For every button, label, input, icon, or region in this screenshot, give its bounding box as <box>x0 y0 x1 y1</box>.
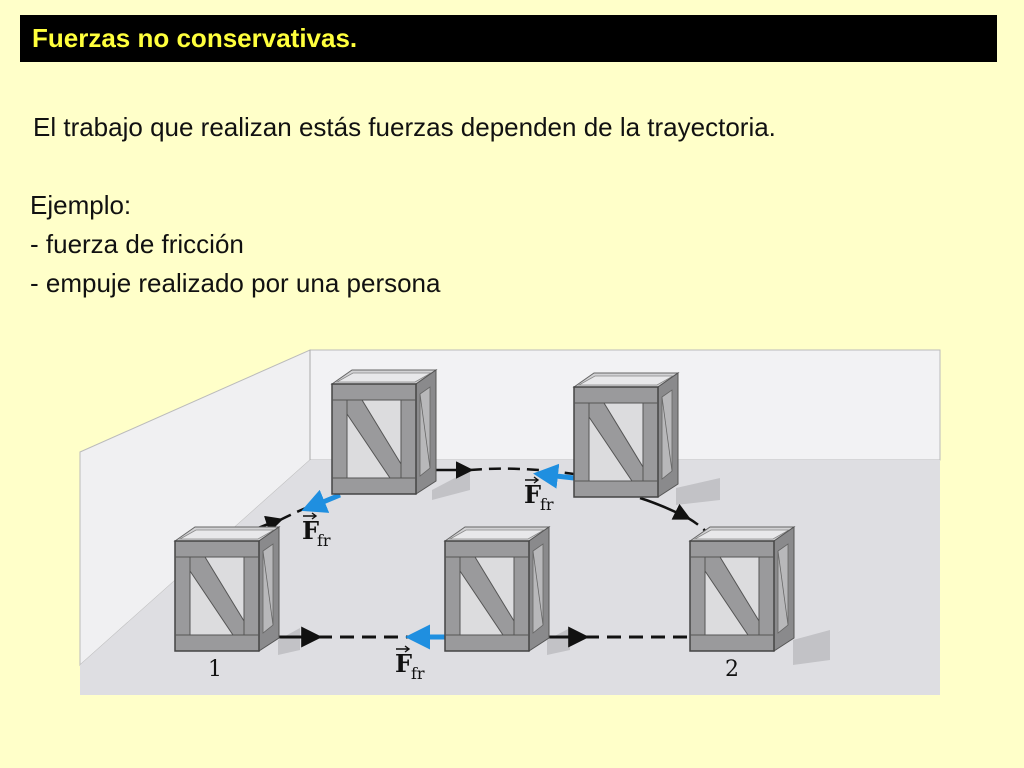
intro-text: El trabajo que realizan estás fuerzas dependen de la trayectoria. <box>33 112 776 142</box>
force-subscript: fr <box>411 664 425 683</box>
example-heading: Ejemplo: <box>30 190 132 220</box>
force-symbol: F <box>302 516 320 545</box>
slide-title: Fuerzas no conservativas. <box>32 23 358 53</box>
example-item-friction: - fuerza de fricción <box>30 229 244 259</box>
crate-position-1 <box>175 527 279 651</box>
point-label-2: 2 <box>725 657 739 682</box>
force-subscript: fr <box>540 495 554 514</box>
crate-top-right <box>574 373 678 497</box>
point-label-1: 1 <box>208 657 222 682</box>
force-subscript: fr <box>317 531 331 550</box>
crate-middle <box>445 527 549 651</box>
example-item-push: - empuje realizado por una persona <box>30 268 441 298</box>
force-symbol: F <box>524 480 542 509</box>
force-symbol: F <box>395 649 413 678</box>
crate-top-left <box>332 370 436 494</box>
crate-position-2 <box>690 527 794 651</box>
